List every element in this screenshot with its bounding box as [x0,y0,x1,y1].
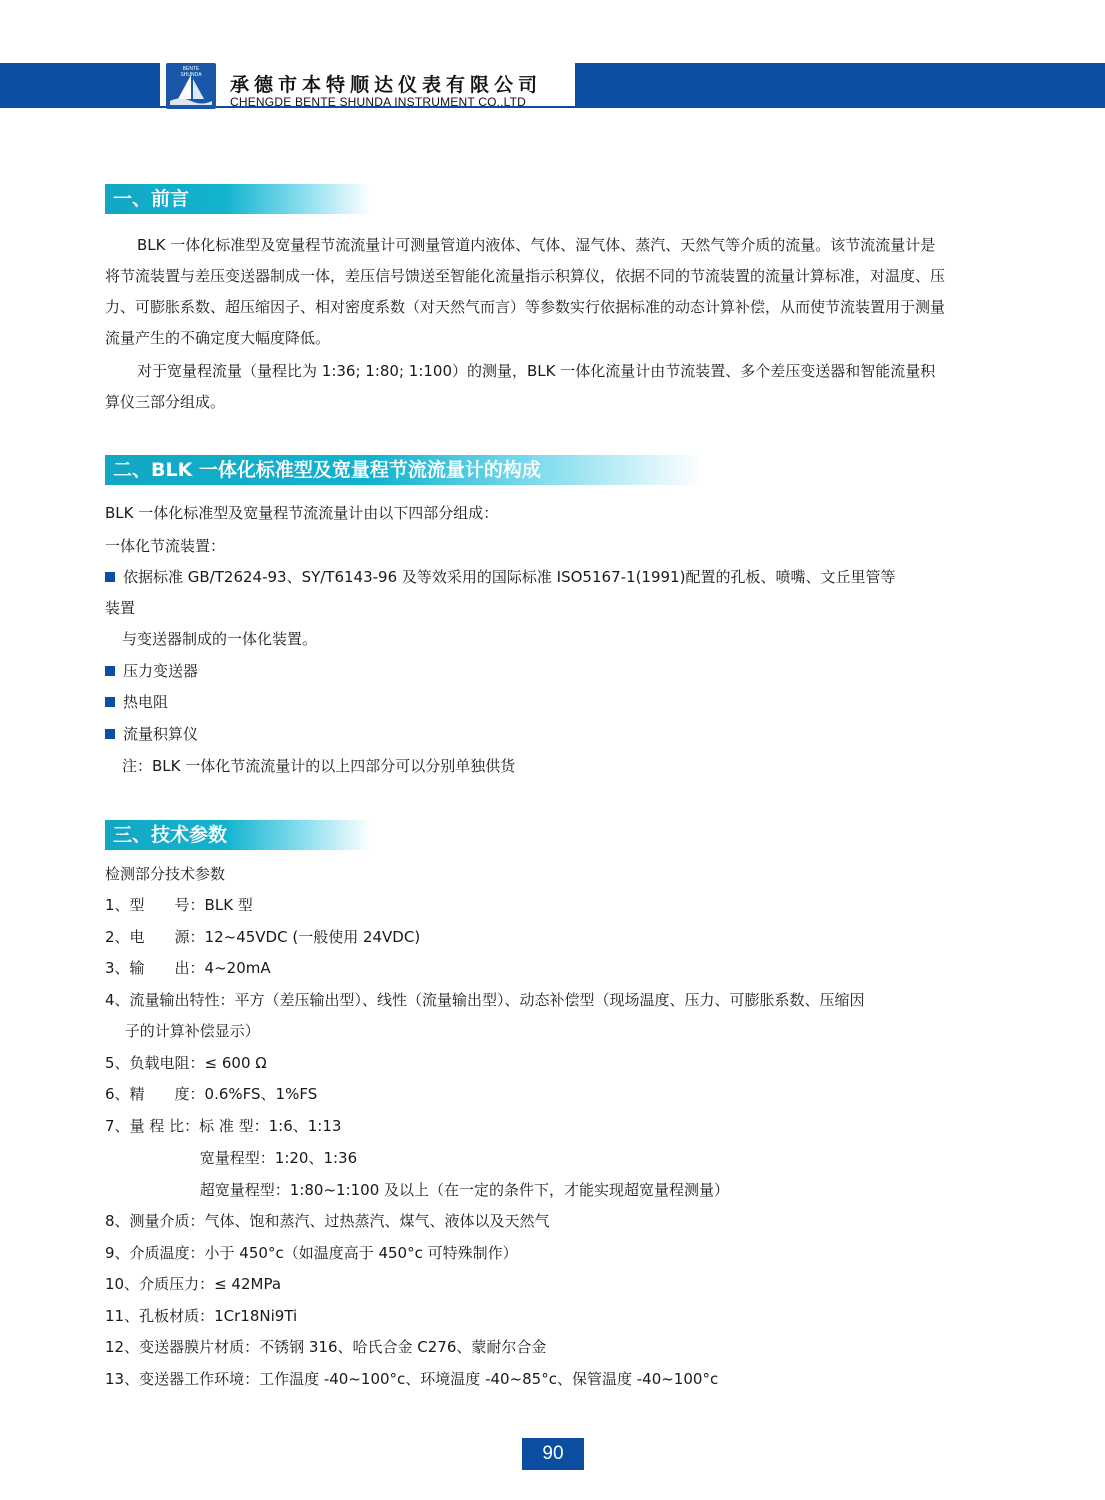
list-item-continuation: 装置 [105,599,136,617]
spec-item: 10、介质压力：≤ 42MPa [105,1275,282,1293]
page-number: 90 [522,1438,584,1470]
spec-item: 5、负载电阻：≤ 600 Ω [105,1054,267,1072]
section-heading-preface: 一、前言 [105,184,371,214]
company-name-en: CHENGDE BENTE SHUNDA INSTRUMENT CO.,LTD [230,95,527,109]
header-bar-left [0,63,160,106]
list-item: 流量积算仪 [105,723,198,745]
section-heading-specs: 三、技术参数 [105,820,371,850]
spec-item: 1、型 号：BLK 型 [105,896,253,914]
spec-item: 13、变送器工作环境：工作温度 -40~100°c、环境温度 -40~85°c、保管温度 -40~100°c [105,1370,719,1388]
spec-item-continuation: 超宽量程型：1:80~1:100 及以上（在一定的条件下，才能实现超宽量程测量） [105,1181,730,1199]
logo-text-bottom: SHUNDA [180,72,202,78]
specs-intro: 检测部分技术参数 [105,865,226,883]
spec-item: 4、流量输出特性：平方（差压输出型）、线性（流量输出型）、动态补偿型（现场温度、压力、可膨胀系数、压缩因 [105,991,865,1009]
composition-subheading: 一体化节流装置： [105,537,226,555]
spec-item-continuation: 宽量程型：1:20、1:36 [105,1149,358,1167]
company-name-cn: 承德市本特顺达仪表有限公司 [230,74,543,96]
preface-paragraph-2: 对于宽量程流量（量程比为 1:36; 1:80; 1:100）的测量，BLK 一体化流量计由节流装置、多个差压变送器和智能流量积算仪三部分组成。 [105,362,936,411]
bullet-square-icon [105,666,115,676]
company-logo [166,63,216,109]
section-heading-composition: 二、BLK 一体化标准型及宽量程节流流量计的构成 [105,455,703,485]
bullet-square-icon [105,572,115,582]
spec-item-continuation: 子的计算补偿显示） [105,1022,260,1040]
spec-item: 8、测量介质：气体、饱和蒸汽、过热蒸汽、煤气、液体以及天然气 [105,1212,550,1230]
logo-text-top: BENTE [182,66,200,72]
composition-intro: BLK 一体化标准型及宽量程节流流量计由以下四部分组成： [105,504,499,522]
bullet-square-icon [105,697,115,707]
spec-item: 6、精 度：0.6%FS、1%FS [105,1085,318,1103]
list-item-continuation: 与变送器制成的一体化装置。 [122,630,318,648]
list-item: 热电阻 [105,691,168,713]
spec-item: 2、电 源：12~45VDC (一般使用 24VDC) [105,928,421,946]
header-bar-right [575,63,1105,106]
list-item: 压力变送器 [105,660,198,682]
composition-note: 注：BLK 一体化节流流量计的以上四部分可以分别单独供货 [122,757,516,775]
spec-item: 3、输 出：4~20mA [105,959,271,977]
preface-paragraph-1: BLK 一体化标准型及宽量程节流流量计可测量管道内液体、气体、湿气体、蒸汽、天然气等介质的流量。该节流流量计是将节流装置与差压变送器制成一体，差压信号馈送至智能化流量指示积算仪，依据不同的节流装置的流量计算标准，对温度、压力、可膨胀系数、超压缩因子、相对密度系数（对天然气而言）等参数实行依据标准的动态计算补偿，从而使节流装置用于测量流量产生的不确定度大幅度降低。 [105,236,946,347]
spec-item: 12、变送器膜片材质：不锈钢 316、哈氏合金 C276、蒙耐尔合金 [105,1338,547,1356]
bullet-square-icon [105,729,115,739]
list-item: 依据标准 GB/T2624-93、SY/T6143-96 及等效采用的国际标准 ISO5167-1(1991)配置的孔板、喷嘴、文丘里管等 [105,566,895,588]
spec-item: 11、孔板材质：1Cr18Ni9Ti [105,1307,298,1325]
spec-item: 7、量 程 比：标 准 型：1:6、1:13 [105,1117,342,1135]
spec-item: 9、介质温度：小于 450°c（如温度高于 450°c 可特殊制作） [105,1244,518,1262]
